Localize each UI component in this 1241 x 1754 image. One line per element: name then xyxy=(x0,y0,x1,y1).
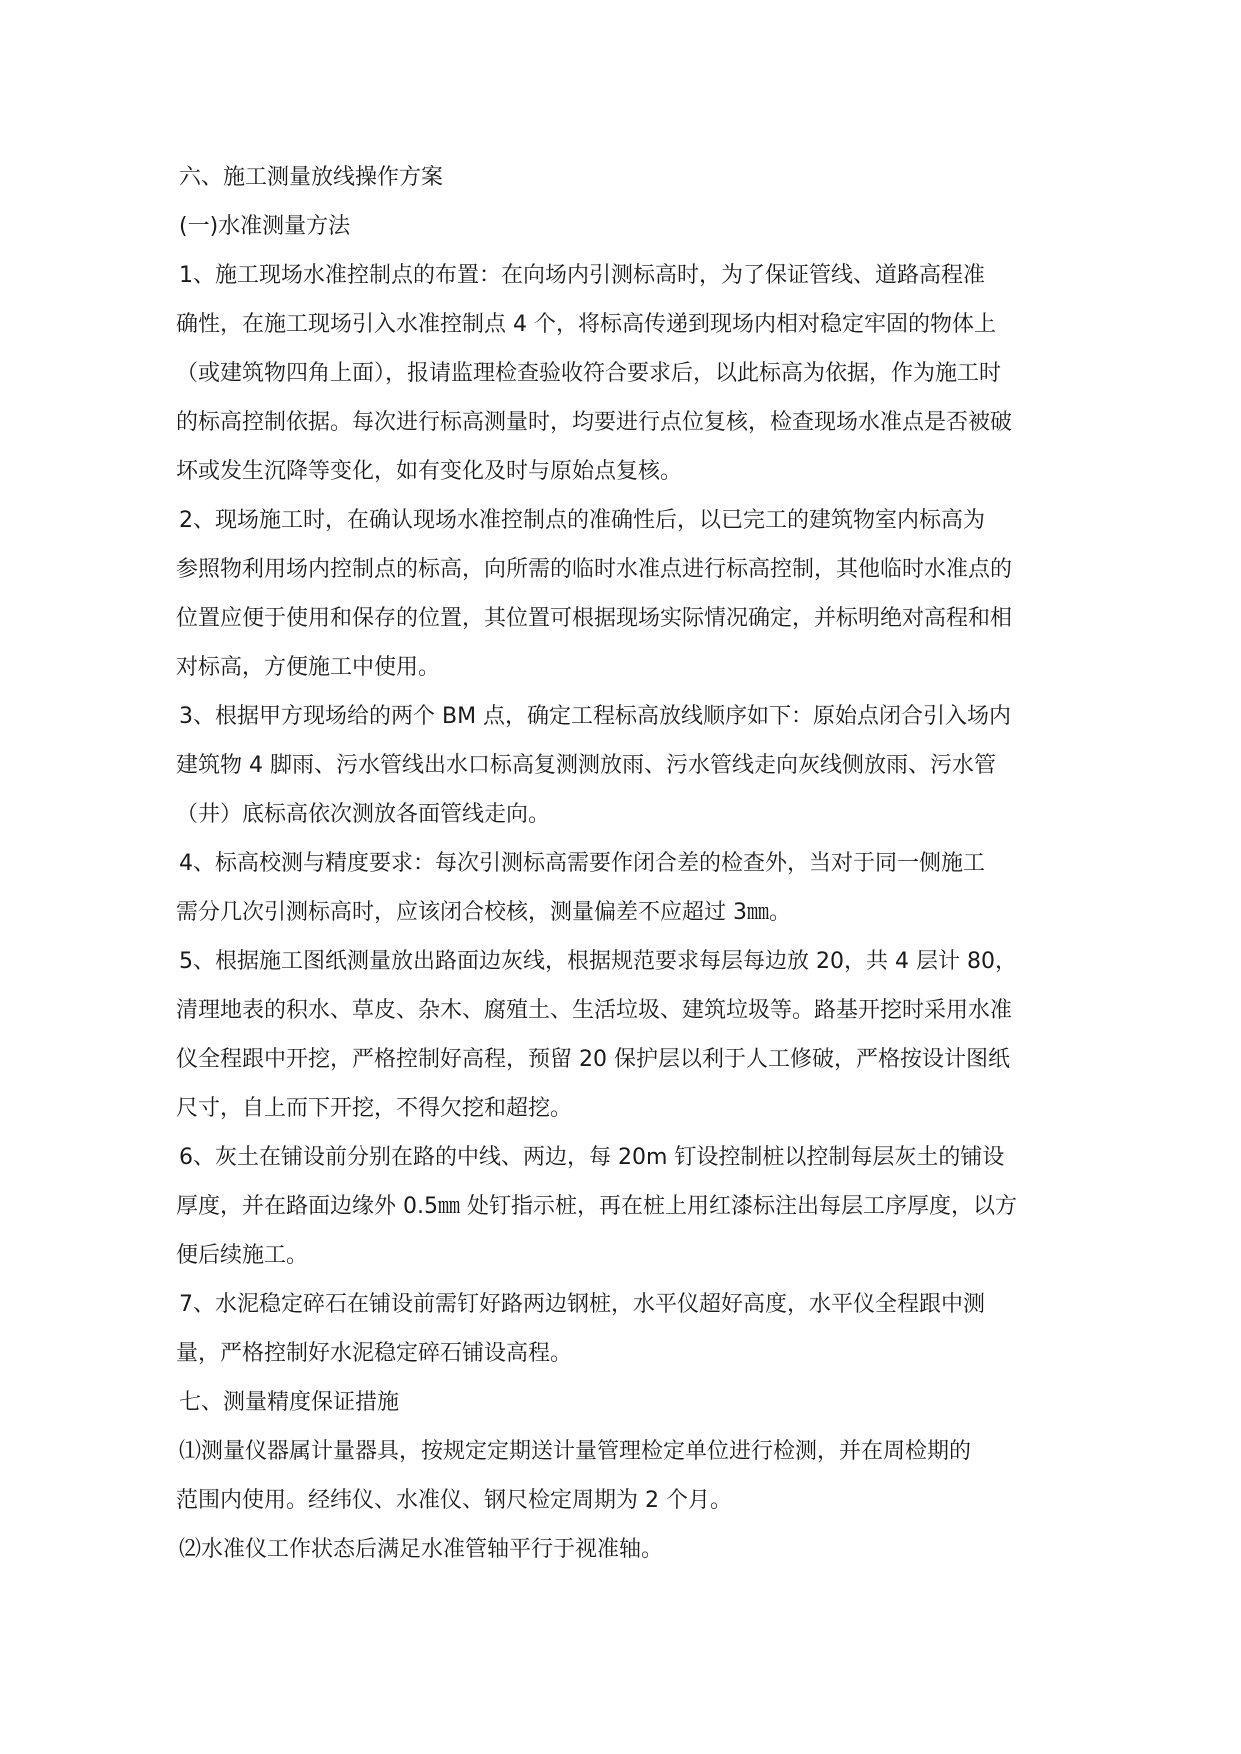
paragraph-line: 1、施工现场水准控制点的布置：在向场内引测标高时，为了保证管线、道路高程准 xyxy=(179,263,985,288)
paragraph-line: （井）底标高依次测放各面管线走向。 xyxy=(176,802,551,827)
paragraph-line: 3、根据甲方现场给的两个 BM 点，确定工程标高放线顺序如下：原始点闭合引入场内 xyxy=(179,704,1012,729)
paragraph-line: ⑴测量仪器属计量器具，按规定定期送计量管理检定单位进行检测，并在周检期的 xyxy=(179,1439,972,1464)
paragraph-line: 7、水泥稳定碎石在铺设前需钉好路两边钢桩，水平仪超好高度，水平仪全程跟中测 xyxy=(179,1292,985,1317)
paragraph-line: 位置应便于使用和保存的位置，其位置可根据现场实际情况确定，并标明绝对高程和相 xyxy=(176,606,1013,631)
paragraph-line: 清理地表的积水、草皮、杂木、腐殖土、生活垃圾、建筑垃圾等。路基开挖时采用水准 xyxy=(176,998,1013,1023)
paragraph-line: ⑵水准仪工作状态后满足水准管轴平行于视准轴。 xyxy=(179,1537,664,1562)
paragraph-line: 对标高，方便施工中使用。 xyxy=(176,655,441,680)
paragraph-line: 厚度，并在路面边缘外 0.5㎜ 处钉指示桩，再在桩上用红漆标注出每层工序厚度，以方 xyxy=(176,1194,1017,1219)
paragraph-line: 的标高控制依据。每次进行标高测量时，均要进行点位复核，检查现场水准点是否被破 xyxy=(176,410,1013,435)
section-heading: 七、测量精度保证措施 xyxy=(179,1390,400,1415)
paragraph-line: 5、根据施工图纸测量放出路面边灰线，根据规范要求每层每边放 20，共 4 层计 80， xyxy=(179,949,1017,974)
paragraph-line: 参照物利用场内控制点的标高，向所需的临时水准点进行标高控制，其他临时水准点的 xyxy=(176,557,1013,582)
subsection-heading: (一)水准测量方法 xyxy=(179,214,351,239)
paragraph-line: 建筑物 4 脚雨、污水管线出水口标高复测测放雨、污水管线走向灰线侧放雨、污水管 xyxy=(176,753,996,778)
paragraph-line: 2、现场施工时，在确认现场水准控制点的准确性后，以已完工的建筑物室内标高为 xyxy=(179,508,985,533)
paragraph-line: （或建筑物四角上面），报请监理检查验收符合要求后，以此标高为依据，作为施工时 xyxy=(176,361,1002,386)
paragraph-line: 6、灰土在铺设前分别在路的中线、两边，每 20m 钉设控制桩以控制每层灰土的铺设 xyxy=(179,1145,1005,1170)
paragraph-line: 坏或发生沉降等变化，如有变化及时与原始点复核。 xyxy=(176,459,683,484)
document-body xyxy=(176,153,1094,1574)
paragraph-line: 仪全程跟中开挖，严格控制好高程，预留 20 保护层以利于人工修破，严格按设计图纸 xyxy=(176,1047,1010,1072)
paragraph-line: 确性，在施工现场引入水准控制点 4 个，将标高传递到现场内相对稳定牢固的物体上 xyxy=(176,312,996,337)
paragraph-line: 需分几次引测标高时，应该闭合校核，测量偏差不应超过 3㎜。 xyxy=(176,900,791,925)
paragraph-line: 便后续施工。 xyxy=(176,1243,309,1268)
paragraph-line: 4、标高校测与精度要求：每次引测标高需要作闭合差的检查外，当对于同一侧施工 xyxy=(179,851,985,876)
paragraph-line: 量，严格控制好水泥稳定碎石铺设高程。 xyxy=(176,1341,573,1366)
paragraph-line: 范围内使用。经纬仪、水准仪、钢尺检定周期为 2 个月。 xyxy=(176,1488,732,1513)
section-heading: 六、施工测量放线操作方案 xyxy=(179,165,444,190)
paragraph-line: 尺寸，自上而下开挖，不得欠挖和超挖。 xyxy=(176,1096,573,1121)
